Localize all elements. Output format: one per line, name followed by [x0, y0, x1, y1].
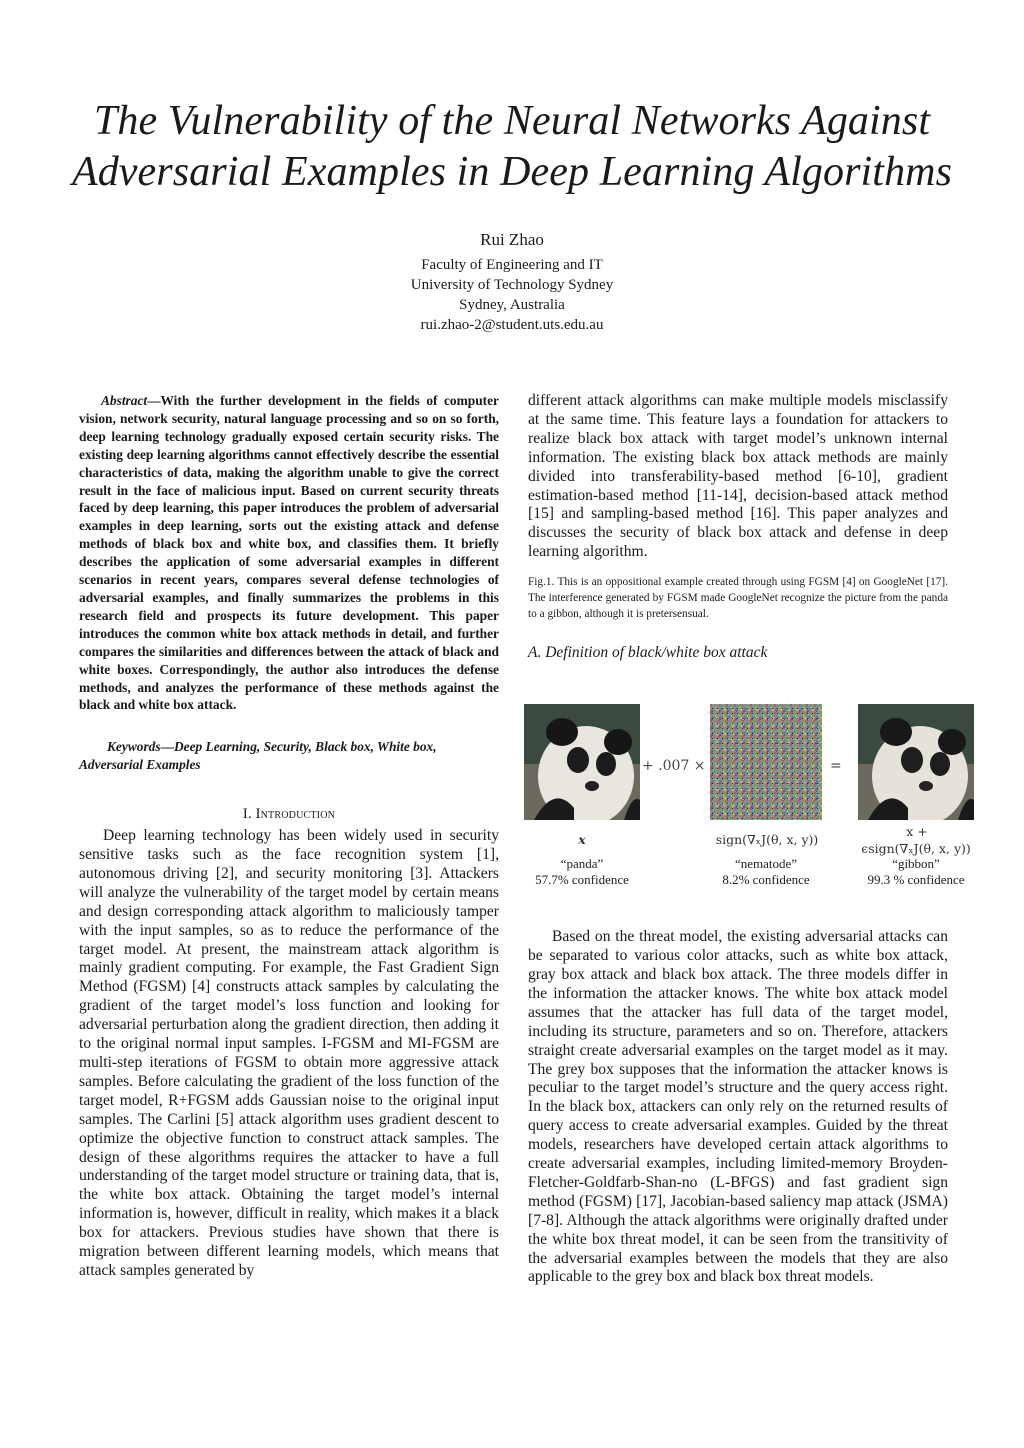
- figure-equals-operator: =: [830, 758, 842, 775]
- adversarial-panda-image: [858, 704, 974, 820]
- panda-image: [524, 704, 640, 820]
- paper-title: [40, 96, 984, 198]
- author-email: rui.zhao-2@student.uts.edu.au: [420, 317, 604, 333]
- math-adv-2: ϵsign(∇ₓJ(θ, x, y)): [861, 841, 971, 857]
- abstract-dash: —: [147, 393, 161, 408]
- author-university: University of Technology Sydney: [410, 277, 614, 293]
- section-heading-introduction: [79, 806, 499, 823]
- left-column: [79, 392, 499, 1281]
- subsection-heading: A. Definition of black/white box attack: [528, 644, 768, 662]
- introduction-paragraph: Deep learning technology has been widely used in security sensitive tasks such as the face recognition system [1], autonomous driving [2], and security monitoring [3]. Attackers will analyze the vulnerability of the target model by certain means and design corresponding attack algorithm to maliciously tamper with the input samples, so as to reduce the performance of the target model. At present, the mainstream attack algorithm is mainly gradient computing. For example, the Fast Gradient Sign Method (FGSM) [4] constructs attack samples by calculating the gradient of the target model’s loss function and looking for adversarial perturbation along the gradient direction, then adding it to the original normal input samples. I-FGSM and MI-FGSM are multi-step iterations of FGSM to obtain more aggressive attack samples. Before calculating the gradient of the loss function of the target model, R+FGSM adds Gaussian noise to the original input samples. The Carlini [5] attack algorithm uses gradient descent to optimize the objective function to construct attack samples. The design of these algorithms requires the attacker to have a full understanding of the target model structure or training data, that is, the white box attack. Obtaining the target model’s internal information is, however, difficult in reality, which makes it a black box for attackers. Previous studies have shown that there is migration between different learning models, which means that attack samples generated by: [79, 827, 499, 1279]
- section-title: Introduction: [255, 806, 336, 823]
- noise-image: [710, 704, 822, 820]
- author-name: Rui Zhao: [480, 230, 544, 249]
- continued-paragraph: different attack algorithms can make multiple models misclassify at the same time. This feature lays a foundation for attackers to realize black box attack with target model’s unknown internal information. The existing black box attack methods are mainly divided into transferability-based method [6-10], gradient estimation-based method [11-14], decision-based attack method [15] and sampling-based method [16]. This paper analyzes and discusses the security of black box attack and defense in deep learning algorithm.: [528, 392, 948, 561]
- abstract-label: Abstract: [101, 393, 148, 408]
- title-line-2: Adversarial Examples in Deep Learning Algorithms: [71, 149, 953, 195]
- confidence-panda: 57.7% confidence: [535, 872, 629, 888]
- right-column: [528, 392, 971, 1287]
- math-x: x: [578, 832, 586, 848]
- figure-plus-operator: + .007 ×: [642, 758, 706, 775]
- threat-model-paragraph: Based on the threat model, the existing adversarial attacks can be separated to various color attacks, such as white box attack, gray box attack and black box attack. The three models differ in the information the attacker knows. The white box attack model assumes that the attacker has full data of the target model, including its structure, parameters and so on. Therefore, attackers straight create adversarial examples on the target model as it may. The grey box supposes that the information the attacker knows is peculiar to the target model’s structure and the query access right. In the black box, attackers can only rely on the returned results of query access to create adversarial examples. Guided by the threat models, researchers have developed certain attack algorithms to create adversarial examples, including limited-memory Broyden-Fletcher-Goldfarb-Shan-no (L-BFGS) and fast gradient sign method (FGSM) [17], Jacobian-based saliency map attack (JSMA) [7-8]. Although the attack algorithms were originally drafted under the white box threat model, it can be seen from the transitivity of the adversarial examples between the models that they are also applicable to the grey box and black box threat models.: [528, 928, 948, 1286]
- keywords: Keywords—Deep Learning, Security, Black box, White box, Adversarial Examples: [79, 739, 437, 773]
- author-affiliation: Faculty of Engineering and IT: [421, 257, 603, 273]
- title-line-1: The Vulnerability of the Neural Networks Against: [93, 98, 931, 144]
- abstract: [79, 392, 499, 714]
- abstract-text: With the further development in the fields of computer vision, network security, natural language processing and so on so forth, deep learning technology gradually exposed certain security risks. The existing deep learning algorithms cannot effectively describe the essential characteristics of data, making the algorithm unable to give the correct result in the face of malicious input. Based on current security threats faced by deep learning, this paper introduces the problem of adversarial examples in deep learning, sorts out the existing attack and defense methods of black box and white box, and classifies them. It briefly describes the application of some adversarial examples in different scenarios in recent years, compares several defense technologies of adversarial examples, and finally summarizes the problems in this research field and prospects its future development. This paper introduces the common white box attack methods in detail, and further compares the similarities and differences between the attack of black and white boxes. Correspondingly, the author also introduces the defense methods, and analyzes the performance of these methods against the black and white box attack.: [79, 393, 499, 713]
- math-sign: sign(∇ₓJ(θ, x, y)): [715, 832, 819, 848]
- label-gibbon: “gibbon”: [892, 856, 940, 872]
- section-number: I.: [242, 806, 252, 823]
- label-nematode: “nematode”: [734, 856, 798, 872]
- confidence-nematode: 8.2% confidence: [722, 872, 810, 888]
- math-adv-1: x +: [906, 824, 928, 840]
- author-location: Sydney, Australia: [459, 297, 565, 313]
- author-block: [262, 230, 762, 335]
- figure-caption: Fig.1. This is an oppositional example created through using FGSM [4] on GoogleNet [17]. The interference generated by FGSM made GoogleNet recognize the picture from the panda to a gibbon, although it is pretersensual.: [528, 576, 948, 621]
- adversarial-figure: [524, 704, 974, 904]
- confidence-gibbon: 99.3 % confidence: [867, 872, 965, 888]
- label-panda: “panda”: [560, 856, 604, 872]
